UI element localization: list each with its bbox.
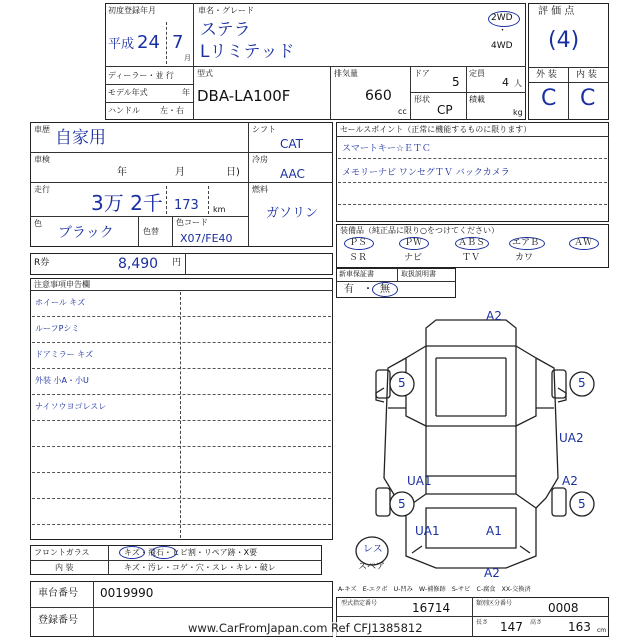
cc-unit: cc bbox=[398, 107, 407, 116]
door-label: ドア bbox=[414, 69, 430, 78]
color-code-value: X07/FE40 bbox=[180, 232, 233, 245]
equip-navi: ナビ bbox=[404, 253, 423, 263]
dmg-front-a1: A1 bbox=[486, 524, 502, 538]
shaken-month-unit: 月 bbox=[175, 167, 185, 178]
manual-label: 取扱説明書 bbox=[401, 270, 436, 278]
new-car-warranty-label: 新車保証書 bbox=[339, 270, 374, 278]
equip-tv: ＴＶ bbox=[462, 253, 481, 263]
notes-label: 注意事項申告欄 bbox=[34, 280, 90, 289]
drive-2wd: 2WD bbox=[491, 13, 513, 23]
shaken-day-unit: 日) bbox=[226, 167, 240, 178]
damage-legend: A-キズ E-エクボ U-凹み W-補修跡 S-サビ C-腐食 XX-交換済 bbox=[338, 586, 531, 593]
color-change-label: 色替 bbox=[143, 227, 159, 236]
shaken-year-unit: 年 bbox=[117, 167, 127, 178]
door-value: 5 bbox=[452, 75, 460, 89]
equip-pw: ＰＷ bbox=[404, 238, 423, 248]
length-value: 147 bbox=[500, 620, 523, 634]
dealer-label: ディーラー・並 行 bbox=[108, 71, 174, 80]
warranty-sep: ・ bbox=[363, 284, 373, 295]
note-line-3: ドアミラー キズ bbox=[35, 350, 94, 359]
handle-label: ハンドル bbox=[108, 106, 140, 115]
equip-sr: ＳＲ bbox=[349, 253, 368, 263]
interior-cond-label: 内 装 bbox=[55, 563, 74, 572]
equip-airbag: エアＢ bbox=[512, 238, 540, 248]
dmg-bottom-a2: A2 bbox=[484, 566, 500, 580]
inspection-label: 車歴 bbox=[34, 125, 50, 134]
recycle-box bbox=[30, 253, 333, 275]
class-value: 0008 bbox=[548, 601, 579, 615]
recycle-label: R券 bbox=[34, 258, 50, 268]
ac-label: 冷房 bbox=[252, 155, 268, 164]
model-year-label: モデル年式 bbox=[108, 88, 148, 97]
model-cert-label: 型式指定番号 bbox=[341, 600, 378, 607]
rating-label: 評 価 点 bbox=[538, 6, 575, 17]
capacity-label: 定員 bbox=[469, 69, 485, 78]
shift-value: CAT bbox=[280, 137, 303, 151]
exterior-rating: C bbox=[541, 86, 557, 111]
watermark: www.CarFromJapan.com Ref CFJ1385812 bbox=[188, 621, 423, 635]
dmg-front-ua1: UA1 bbox=[415, 524, 440, 538]
fuel-label: 燃料 bbox=[252, 185, 268, 194]
reg-month: 7 bbox=[172, 32, 184, 53]
dmg-rear-a2: A2 bbox=[486, 309, 502, 323]
type-value: DBA-LA100F bbox=[197, 87, 291, 105]
equipment-label: 装備品（純正品に限り○をつけてください） bbox=[340, 226, 499, 235]
type-label: 型式 bbox=[197, 69, 213, 78]
cm-unit: cm bbox=[597, 627, 607, 634]
inspection-value: 自家用 bbox=[55, 128, 106, 148]
dmg-left-side-ua1: UA1 bbox=[407, 474, 432, 488]
mileage-sub: 173 bbox=[174, 198, 199, 213]
mileage-value: 3万 2千 bbox=[91, 191, 163, 215]
dmg-right-rear-wheel: 5 bbox=[578, 376, 586, 390]
warranty-no: 無 bbox=[380, 284, 390, 295]
shaken-label: 車検 bbox=[34, 155, 50, 164]
month-unit: 月 bbox=[184, 54, 191, 62]
capacity-value: 4 bbox=[502, 76, 509, 89]
recycle-value: 8,490 bbox=[118, 256, 159, 272]
note-line-1: ホイール キズ bbox=[35, 298, 86, 307]
year-unit: 年 bbox=[182, 88, 190, 97]
drive-dot: ・ bbox=[498, 26, 508, 36]
fuel-value: ガソリン bbox=[266, 206, 319, 221]
mileage-unit: km bbox=[213, 205, 226, 214]
length-label: 長さ bbox=[476, 619, 489, 626]
grade: Lリミテッド bbox=[200, 42, 295, 62]
equip-aw: ＡＷ bbox=[574, 238, 593, 248]
color-label: 色 bbox=[34, 219, 42, 228]
era: 平成 bbox=[108, 37, 135, 52]
mileage-label: 走行 bbox=[34, 185, 50, 194]
capacity-unit: 人 bbox=[514, 79, 522, 88]
note-line-4: 外装 小A・小U bbox=[35, 376, 89, 385]
load-unit: kg bbox=[513, 108, 523, 117]
equip-abs: ＡＢＳ bbox=[458, 238, 486, 248]
dmg-right-a2: A2 bbox=[562, 474, 578, 488]
class-label: 類別区分番号 bbox=[476, 600, 513, 607]
color-code-label: 色コード bbox=[176, 218, 208, 227]
note-line-5: ナイソウヨゴレスレ bbox=[35, 402, 107, 411]
recycle-unit: 円 bbox=[172, 258, 182, 268]
rating-score: (4) bbox=[548, 28, 580, 53]
car-name-label: 車名・グレード bbox=[198, 6, 254, 15]
spare-label: スペア bbox=[358, 562, 386, 572]
dmg-right-side-ua2: UA2 bbox=[559, 431, 584, 445]
warranty-yes: 有 bbox=[344, 284, 354, 295]
shape-label: 形状 bbox=[414, 95, 430, 104]
reg-number-label: 登録番号 bbox=[38, 615, 78, 626]
note-line-2: ルーフPシミ bbox=[35, 324, 80, 333]
spare-circle-text: レス bbox=[363, 544, 383, 555]
chassis-value: 0019990 bbox=[100, 586, 154, 600]
shape-value: CP bbox=[437, 103, 453, 117]
sales-point-line-1: スマートキー☆ＥＴＣ bbox=[342, 144, 431, 154]
first-reg-label: 初度登録年月 bbox=[108, 6, 156, 15]
sales-point-line-2: メモリーナビ ワンセグＴＶ バックカメラ bbox=[342, 168, 510, 178]
equip-leather: カワ bbox=[515, 253, 534, 263]
color-value: ブラック bbox=[58, 225, 114, 241]
dmg-right-front-wheel: 5 bbox=[578, 497, 586, 511]
drive-4wd: 4WD bbox=[491, 41, 513, 51]
front-glass-text: キズ・飛石・ヒビ割・リペア跡・X要 bbox=[124, 548, 258, 557]
car-name: ステラ bbox=[200, 20, 251, 40]
displacement-value: 660 bbox=[365, 88, 392, 104]
exterior-label: 外 装 bbox=[536, 70, 557, 80]
dmg-left-front-wheel: 5 bbox=[398, 497, 406, 511]
height-label: 高さ bbox=[530, 619, 543, 626]
dmg-left-rear-wheel: 5 bbox=[398, 376, 406, 390]
equip-ps: ＰＳ bbox=[349, 238, 368, 248]
interior-cond-text: キズ・汚レ・コゲ・穴・スレ・キレ・破レ bbox=[124, 563, 276, 572]
front-glass-label: フロントガラス bbox=[34, 548, 90, 557]
interior-label: 内 装 bbox=[576, 70, 597, 80]
model-cert-value: 16714 bbox=[412, 601, 451, 615]
displacement-label: 排気量 bbox=[334, 69, 358, 78]
load-label: 積載 bbox=[469, 95, 485, 104]
handle-options: 左・右 bbox=[160, 106, 184, 115]
chassis-label: 車台番号 bbox=[38, 588, 78, 599]
interior-rating: C bbox=[580, 86, 596, 111]
sales-points-label: セールスポイント（正常に機能するものに限ります） bbox=[340, 125, 532, 134]
shift-label: シフト bbox=[252, 125, 276, 134]
ac-value: AAC bbox=[280, 167, 305, 181]
reg-year: 24 bbox=[137, 32, 160, 53]
height-value: 163 bbox=[568, 620, 591, 634]
